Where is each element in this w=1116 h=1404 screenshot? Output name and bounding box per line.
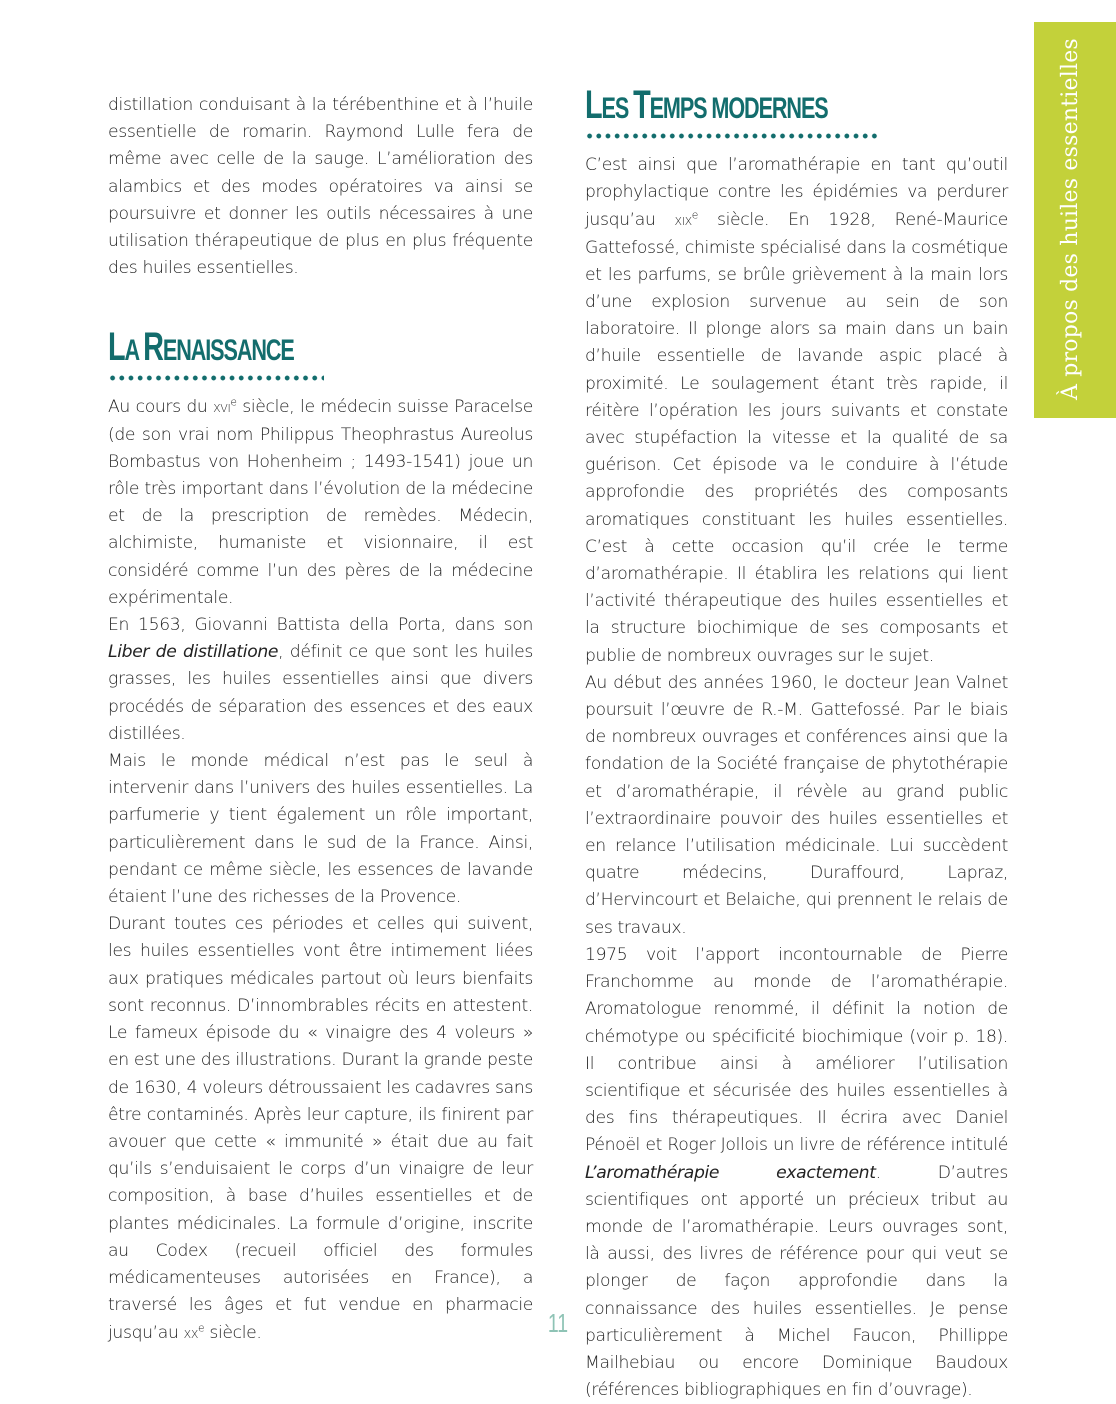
paragraph-paracelse: Au cours du xvi$^e$ siècle, le médecin suisse Paracelse (de son vrai nom Philippus Theophrastus Aureolus Bombastus von Hohenheim ; 1493-1541) joue un rôle très important dans l’évolution de la médecine et de la prescription de remèdes. Médecin, alchimiste, humaniste et visionnaire, il est considéré comme l’un des pères de la médecine expérimentale.: [108, 395, 533, 608]
paragraph-parfumerie: Mais le monde médical n’est pas le seul à intervenir dans l’univers des huiles essentielles. La parfumerie y tient également un rôle important, particulièrement dans le sud de la France. Ainsi, pendant ce même siècle, les essences de lavande étaient l’une des richesses de la Provence.: [108, 751, 533, 908]
paragraph-quatre-voleurs: Durant toutes ces périodes et celles qui suivent, les huiles essentielles vont être intimement liées aux pratiques médicales partout où leurs bienfaits sont reconnus. D’innombrables récits en attestent. Le fameux épisode du « vinaigre des 4 voleurs » en est une des illustrations. Durant la grande peste de 1630, 4 voleurs détroussaient les cadavres sans être contaminés. Après leur capture, ils finirent par avouer que cette « immunité » était due au fait qu’ils s’enduisaient le corps d’un vinaigre de leur composition, à base d’huiles essentielles et de plantes médicinales. La formule d’origine, inscrite au Codex (recueil officiel des formules médicamenteuses autorisées en France), a traversé les âges et fut vendue en pharmacie jusqu’au $xx^e$ siècle.: [108, 914, 533, 1344]
heading-text: LES TEMPS MODERNES: [585, 83, 828, 127]
paragraph-franchomme: 1975 voit l’apport incontournable de Pierre Franchomme au monde de l’aromathérapie. Aromatologue renommé, il définit la notion de chémotype ou spécificité biochimique (voir p. 18). Il contribue ainsi à améliorer l’utilisation scientifique et sécurisée des huiles essentielles à des fins thérapeutiques. Il écrira avec Daniel Pénoël et Roger Jollois un livre de référence intitulé L’aromathérapie exactement. D’autres scientifiques ont apporté un précieux tribut au monde de l’aromathérapie. Leurs ouvrages sont, là aussi, des livres de référence pour qui veut se plonger de façon approfondie dans la connaissance des huiles essentielles. Je pense particulièrement à Michel Faucon, Phillippe Mailhebiau ou encore Dominique Baudoux (références bibliographiques en fin d’ouvrage).: [585, 944, 1008, 1401]
paragraph-valnet: Au début des années 1960, le docteur Jean Valnet poursuit l’œuvre de R.-M. Gattefossé. Par le biais de nombreux ouvrages et conférences ainsi que la fondation de la Société française de phytothérapie et d’aromathérapie, il révèle au grand public l’extraordinaire pouvoir des huiles essentielles et en relance l’utilisation médicinale. Lui succèdent quatre médecins, Duraffourd, Lapraz, d’Hervincourt et Belaiche, qui prennent le relais de ses travaux.: [585, 672, 1008, 938]
dotted-underline: [585, 133, 879, 139]
book-title: Liber de distillatione: [108, 642, 279, 663]
left-column: [108, 92, 533, 1348]
dotted-underline: [108, 375, 324, 381]
right-column: [585, 85, 1008, 1404]
heading-text: LA RENAISSANCE: [108, 325, 294, 370]
intro-paragraph: distillation conduisant à la térébenthine et à l’huile essentielle de romarin. Raymond Lulle fera de même avec celle de la sauge. L’amélioration des alambics et des modes opératoires va ainsi se poursuivre et donner les outils nécessaires à une utilisation thérapeutique de plus en plus fréquente des huiles essentielles.: [108, 95, 533, 279]
section-heading-temps-modernes: [585, 85, 922, 139]
section-heading-renaissance: [108, 327, 366, 381]
paragraph-della-porta: En 1563, Giovanni Battista della Porta, dans son Liber de distillatione, définit ce que sont les huiles grasses, les huiles essentielles ainsi que divers procédés de séparation des essences et des eaux distillées.: [108, 615, 533, 744]
page-number: 11: [547, 1308, 569, 1338]
chapter-tab-title: À propos des huiles essentielles: [1058, 38, 1083, 400]
paragraph-gattefosse: C’est ainsi que l’aromathérapie en tant qu’outil prophylactique contre les épidémies va perdurer jusqu’au xix$^e$ siècle. En 1928, René-Maurice Gattefossé, chimiste spécialisé dans la cosmétique et les parfums, se brûle grièvement à la main lors d’une explosion survenue au sein de son laboratoire. Il plonge alors sa main dans un bain d’huile essentielle de lavande aspic placé à proximité. Le soulagement étant très rapide, il réitère l’opération les jours suivants et constate avec stupéfaction la vitesse et la qualité de sa guérison. Cet épisode va le conduire à l’étude approfondie des propriétés des composants aromatiques constituant les huiles essentielles. C’est à cette occasion qu’il crée le terme d’aromathérapie. Il établira les relations qui lient l’activité thérapeutique des huiles essentielles et la structure biochimique de ses composants et publie de nombreux ouvrages sur le sujet.: [585, 155, 1008, 666]
book-title: L’aromathérapie exactement: [585, 1162, 876, 1183]
